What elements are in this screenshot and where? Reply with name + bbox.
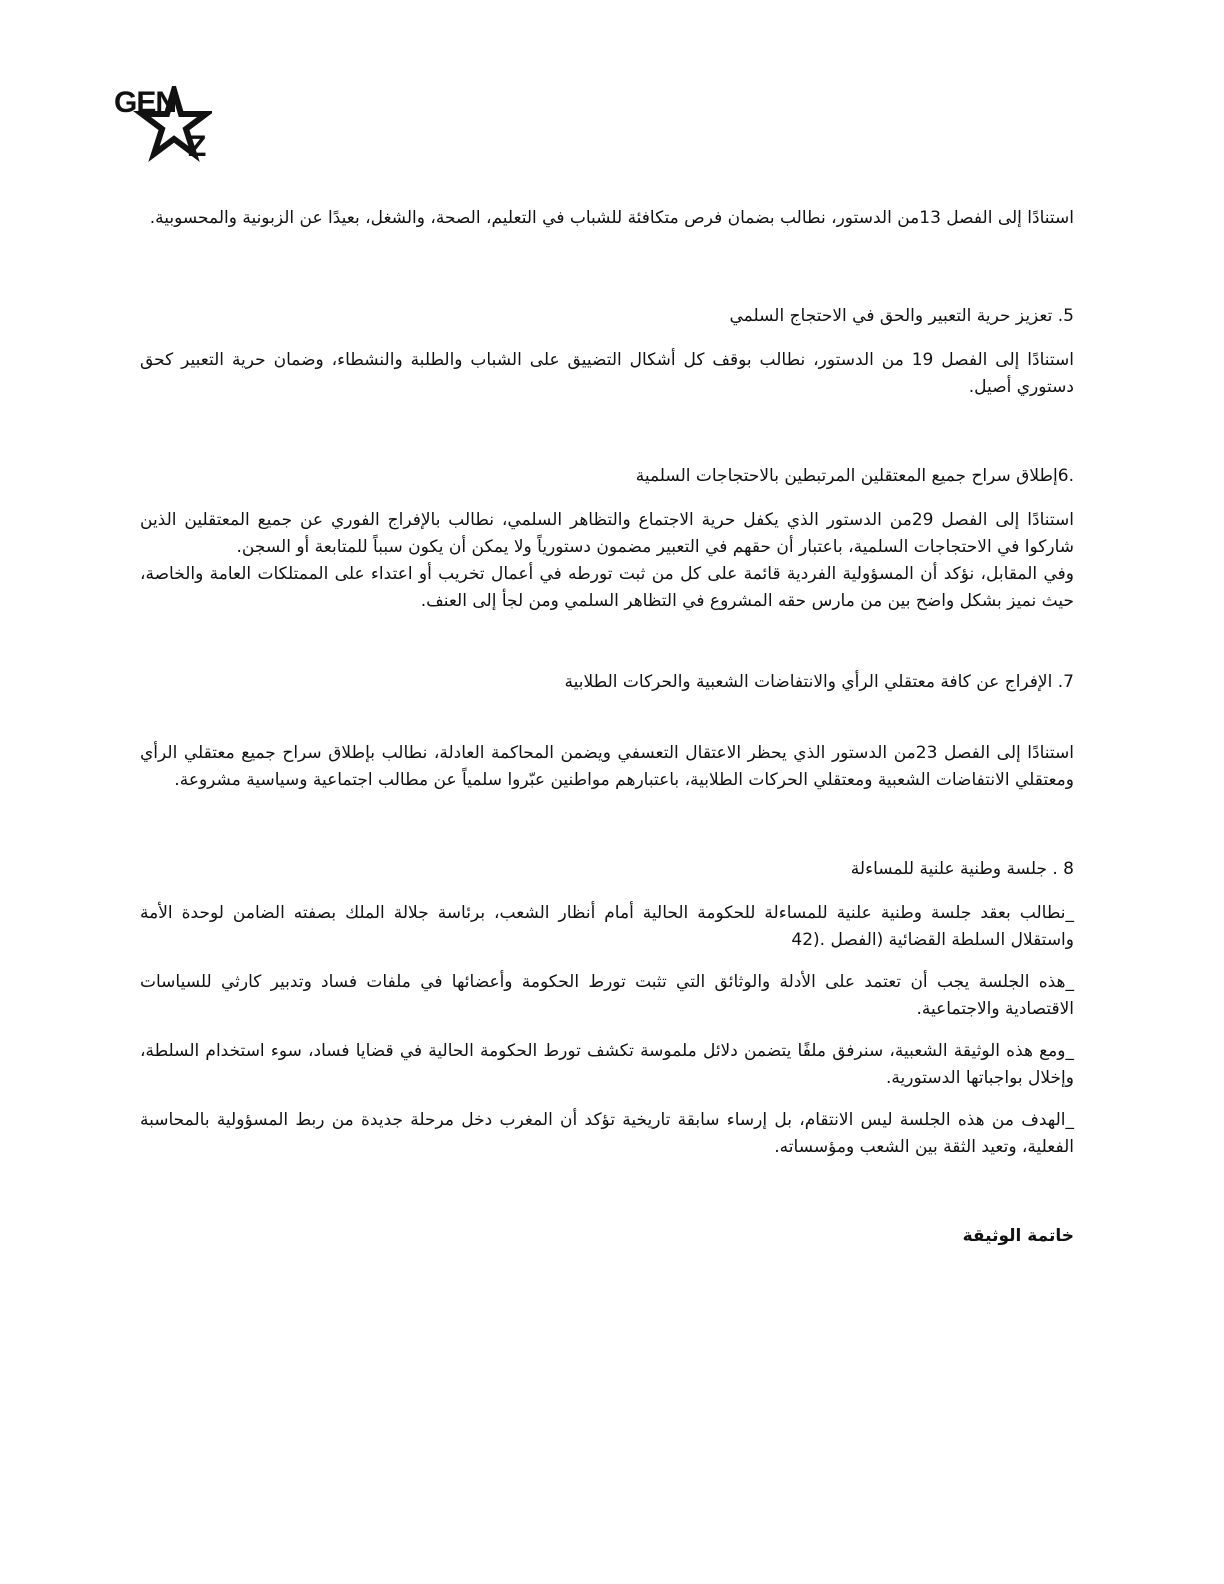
paragraph: استنادًا إلى الفصل 23من الدستور الذي يحظر الاعتقال التعسفي ويضمن المحاكمة العادلة، نطالب بإطلاق سراح جميع معتقلي الرأي ومعتقلي الانتفاضات الشعبية ومعتقلي الحركات الطلابية، باعتبارهم مواطنين عبّروا سلمياً عن مطالب اجتماعية وسياسية مشروعة. [140, 743, 1074, 790]
gen-z-logo [112, 86, 212, 166]
paragraph: استنادًا إلى الفصل 19 من الدستور، نطالب بوقف كل أشكال التضييق على الشباب والطلبة والنشطاء، وضمان حرية التعبير كحق دستوري أصيل. [140, 350, 1074, 397]
section-heading: 5. تعزيز حرية التعبير والحق في الاحتجاج السلمي [729, 306, 1074, 326]
paragraph: استنادًا إلى الفصل 13من الدستور، نطالب بضمان فرص متكافئة للشباب في التعليم، الصحة، والشغل، بعيدًا عن الزبونية والمحسوبية. [149, 208, 1074, 228]
document-body [140, 205, 1074, 1250]
paragraph: _هذه الجلسة يجب أن تعتمد على الأدلة والوثائق التي تثبت تورط الحكومة وأعضائها في ملفات فساد وتدبير كارثي للسياسات الاقتصادية والاجتماعية. [140, 972, 1074, 1019]
section-heading: 7. الإفراج عن كافة معتقلي الرأي والانتفاضات الشعبية والحركات الطلابية [564, 672, 1074, 692]
paragraph: _ومع هذه الوثيقة الشعبية، سنرفق ملفًا يتضمن دلائل ملموسة تكشف تورط الحكومة الحالية في قضايا فساد، سوء استخدام السلطة، وإخلال بواجباتها الدستورية. [140, 1041, 1074, 1088]
paragraph: _الهدف من هذه الجلسة ليس الانتقام، بل إرساء سابقة تاريخية تؤكد أن المغرب دخل مرحلة جديدة من ربط المسؤولية بالمحاسبة الفعلية، وتعيد الثقة بين الشعب ومؤسساته. [140, 1110, 1074, 1157]
paragraph: وفي المقابل، نؤكد أن المسؤولية الفردية قائمة على كل من ثبت تورطه في أعمال تخريب أو اعتداء على الممتلكات العامة والخاصة، حيث نميز بشكل واضح بين من مارس حقه المشروع في التظاهر السلمي ومن لجأ إلى العنف. [140, 564, 1074, 611]
paragraph: _نطالب بعقد جلسة وطنية علنية للمساءلة للحكومة الحالية أمام أنظار الشعب، برئاسة جلالة الملك بصفته الضامن لوحدة الأمة واستقلال السلطة القضائية (الفصل .(42 [140, 903, 1074, 950]
paragraph: استنادًا إلى الفصل 29من الدستور الذي يكفل حرية الاجتماع والتظاهر السلمي، نطالب بالإفراج الفوري عن جميع المعتقلين الذين شاركوا في الاحتجاجات السلمية، باعتبار أن حقهم في التعبير مضمون دستورياً ولا يمكن أن يكون سبباً للمتابعة أو السجن. [140, 510, 1074, 557]
section-heading: 8 . جلسة وطنية علنية للمساءلة [850, 859, 1074, 879]
logo-text-bottom: Z [188, 130, 206, 163]
section-heading: .6إطلاق سراح جميع المعتقلين المرتبطين بالاحتجاجات السلمية [635, 466, 1074, 486]
logo-text-top: GEN [114, 86, 177, 119]
closing-heading: خاتمة الوثيقة [962, 1226, 1074, 1246]
